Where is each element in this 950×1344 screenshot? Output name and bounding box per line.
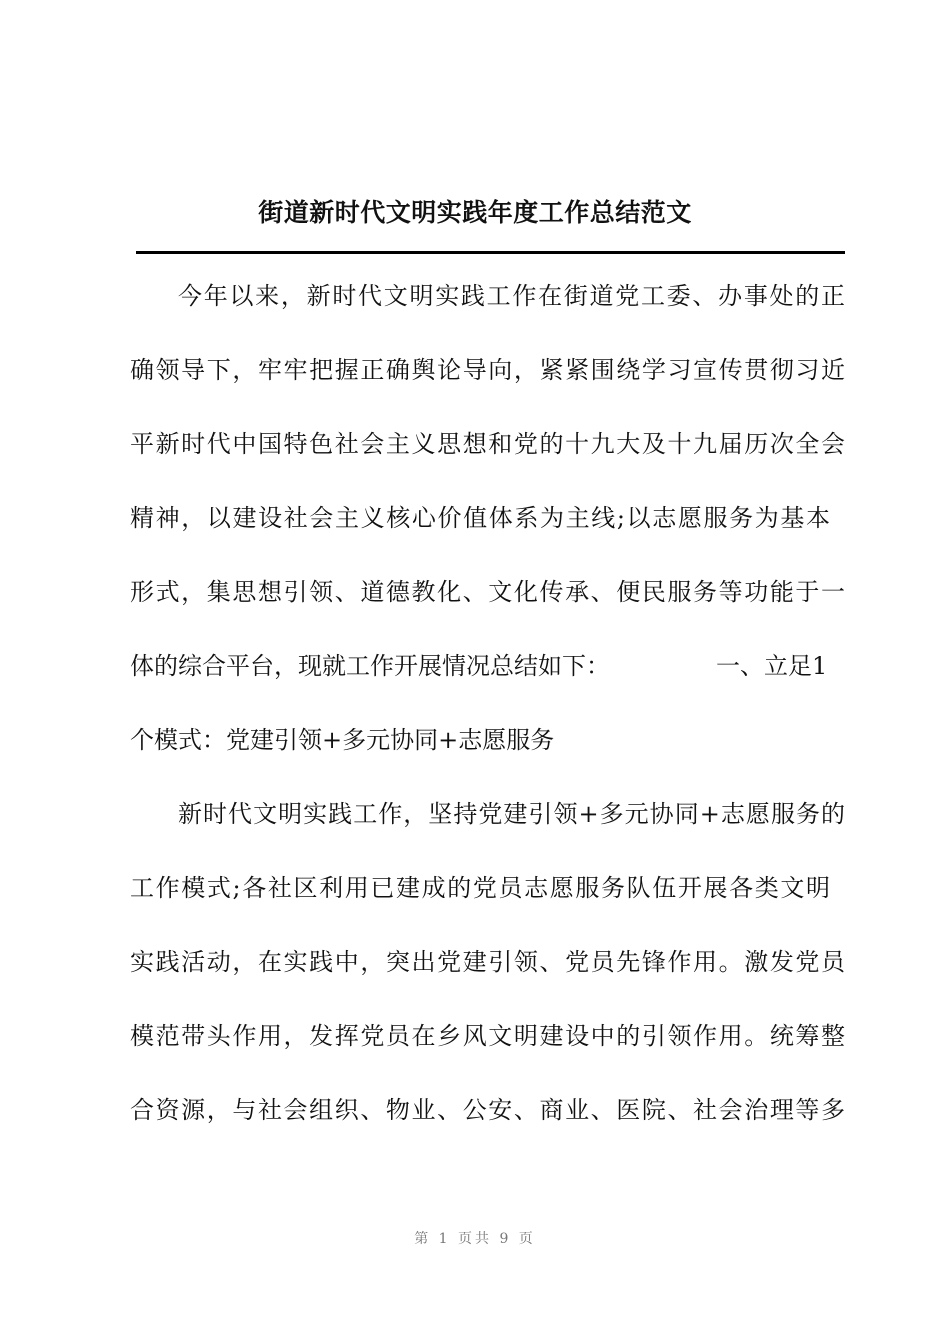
section-heading-continuation: 个模式：党建引领+多元协同+志愿服务: [130, 726, 555, 754]
paragraph-1-line-6: 体的综合平台，现就工作开展情况总结如下：: [130, 652, 610, 680]
paragraph-1-line-1: 今年以来，新时代文明实践工作在街道党工委、办事处的正: [178, 282, 845, 310]
document-title: 街道新时代文明实践年度工作总结范文: [258, 198, 692, 227]
section-heading-inline: 一、立足1: [716, 652, 828, 680]
paragraph-2-line-5: 合资源，与社会组织、物业、公安、商业、医院、社会治理等多: [130, 1096, 845, 1124]
paragraph-1-line-5: 形式，集思想引领、道德教化、文化传承、便民服务等功能于一: [130, 578, 845, 606]
paragraph-1-line-2: 确领导下，牢牢把握正确舆论导向，紧紧围绕学习宣传贯彻习近: [130, 356, 845, 384]
paragraph-1-line-3: 平新时代中国特色社会主义思想和党的十九大及十九届历次全会: [130, 430, 845, 458]
paragraph-2-line-3: 实践活动，在实践中，突出党建引领、党员先锋作用。激发党员: [130, 948, 845, 976]
title-underline: [136, 251, 845, 254]
paragraph-1-line-4: 精神，以建设社会主义核心价值体系为主线;以志愿服务为基本: [130, 504, 830, 532]
paragraph-2-line-4: 模范带头作用，发挥党员在乡风文明建设中的引领作用。统筹整: [130, 1022, 845, 1050]
paragraph-2-line-2: 工作模式;各社区利用已建成的党员志愿服务队伍开展各类文明: [130, 874, 830, 902]
paragraph-2-line-1: 新时代文明实践工作，坚持党建引领+多元协同+志愿服务的: [178, 800, 845, 828]
page-number-footer: 第 1 页共 9 页: [414, 1231, 536, 1247]
